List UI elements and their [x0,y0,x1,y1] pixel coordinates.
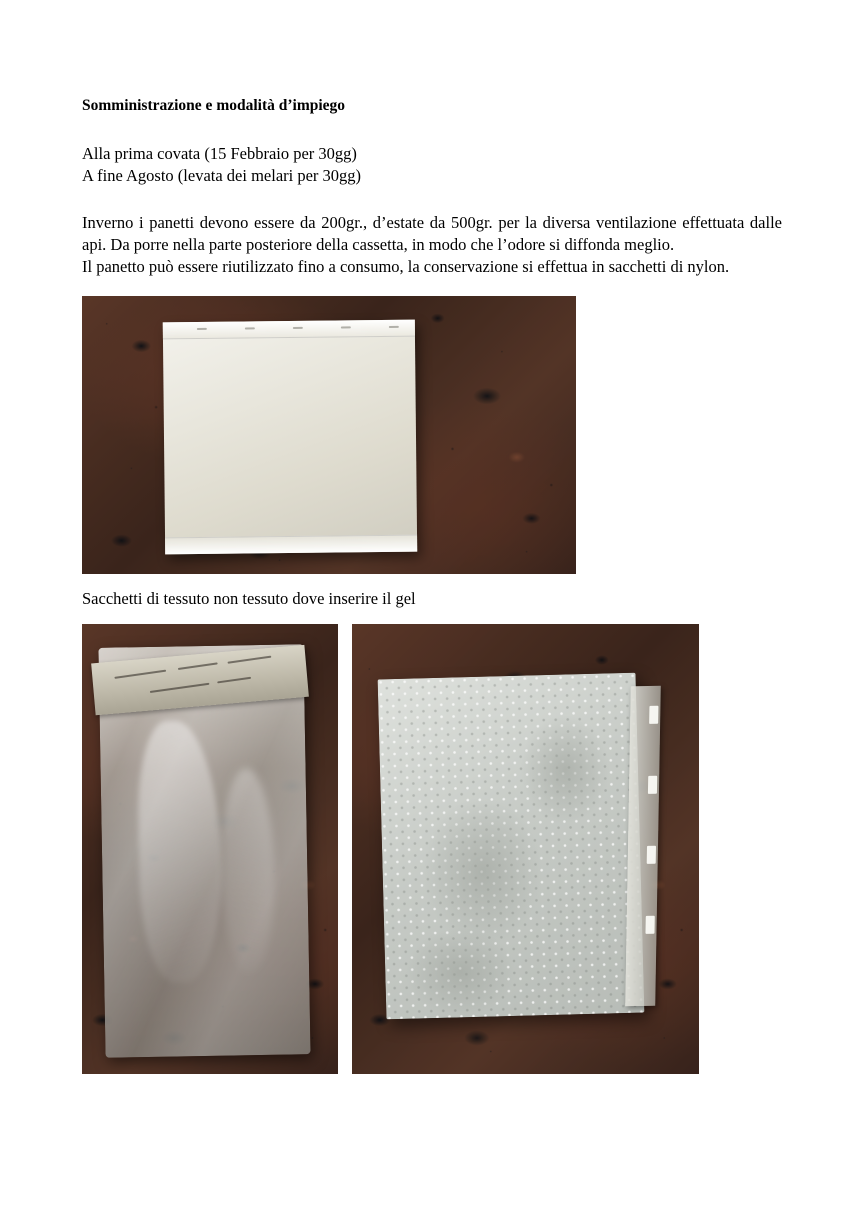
spacer [82,117,782,143]
page-title: Somministrazione e modalità d’impiego [82,97,346,114]
gel-highlight-secondary [219,767,276,973]
spacer [82,610,782,624]
gel-highlight [137,719,224,983]
document-content [82,96,782,1074]
tnt-bag-flap [625,685,661,1005]
panetto-bag [163,319,417,554]
photo-row [82,624,782,1074]
spacer [82,278,782,296]
image-caption: Sacchetti di tessuto non tessuto dove inserire il gel [82,588,416,608]
tnt-fabric-bag [378,672,645,1019]
spacer [82,187,782,212]
photo-gel-bag [82,624,338,1074]
schedule-line-1: Alla prima covata (15 Febbraio per 30gg) [82,143,357,163]
body-paragraph-2: Il panetto può essere riutilizzato fino a consumo, la conservazione si effettua in sacchetti di nylon. [82,256,730,276]
photo-panetto [82,296,576,574]
spacer [82,574,782,588]
schedule-line-2: A fine Agosto (levata dei melari per 30gg) [82,165,362,185]
bag-label-strip [91,644,309,714]
photo-tnt-bag [352,624,699,1074]
body-paragraph: Inverno i panetti devono essere da 200gr., d’estate da 500gr. per la diversa ventilazione effettuata dalle api. Da porre nella parte posteriore della cassetta, in modo che l’odore si diffonda meglio. [82,212,782,254]
nylon-bag [98,644,310,1058]
